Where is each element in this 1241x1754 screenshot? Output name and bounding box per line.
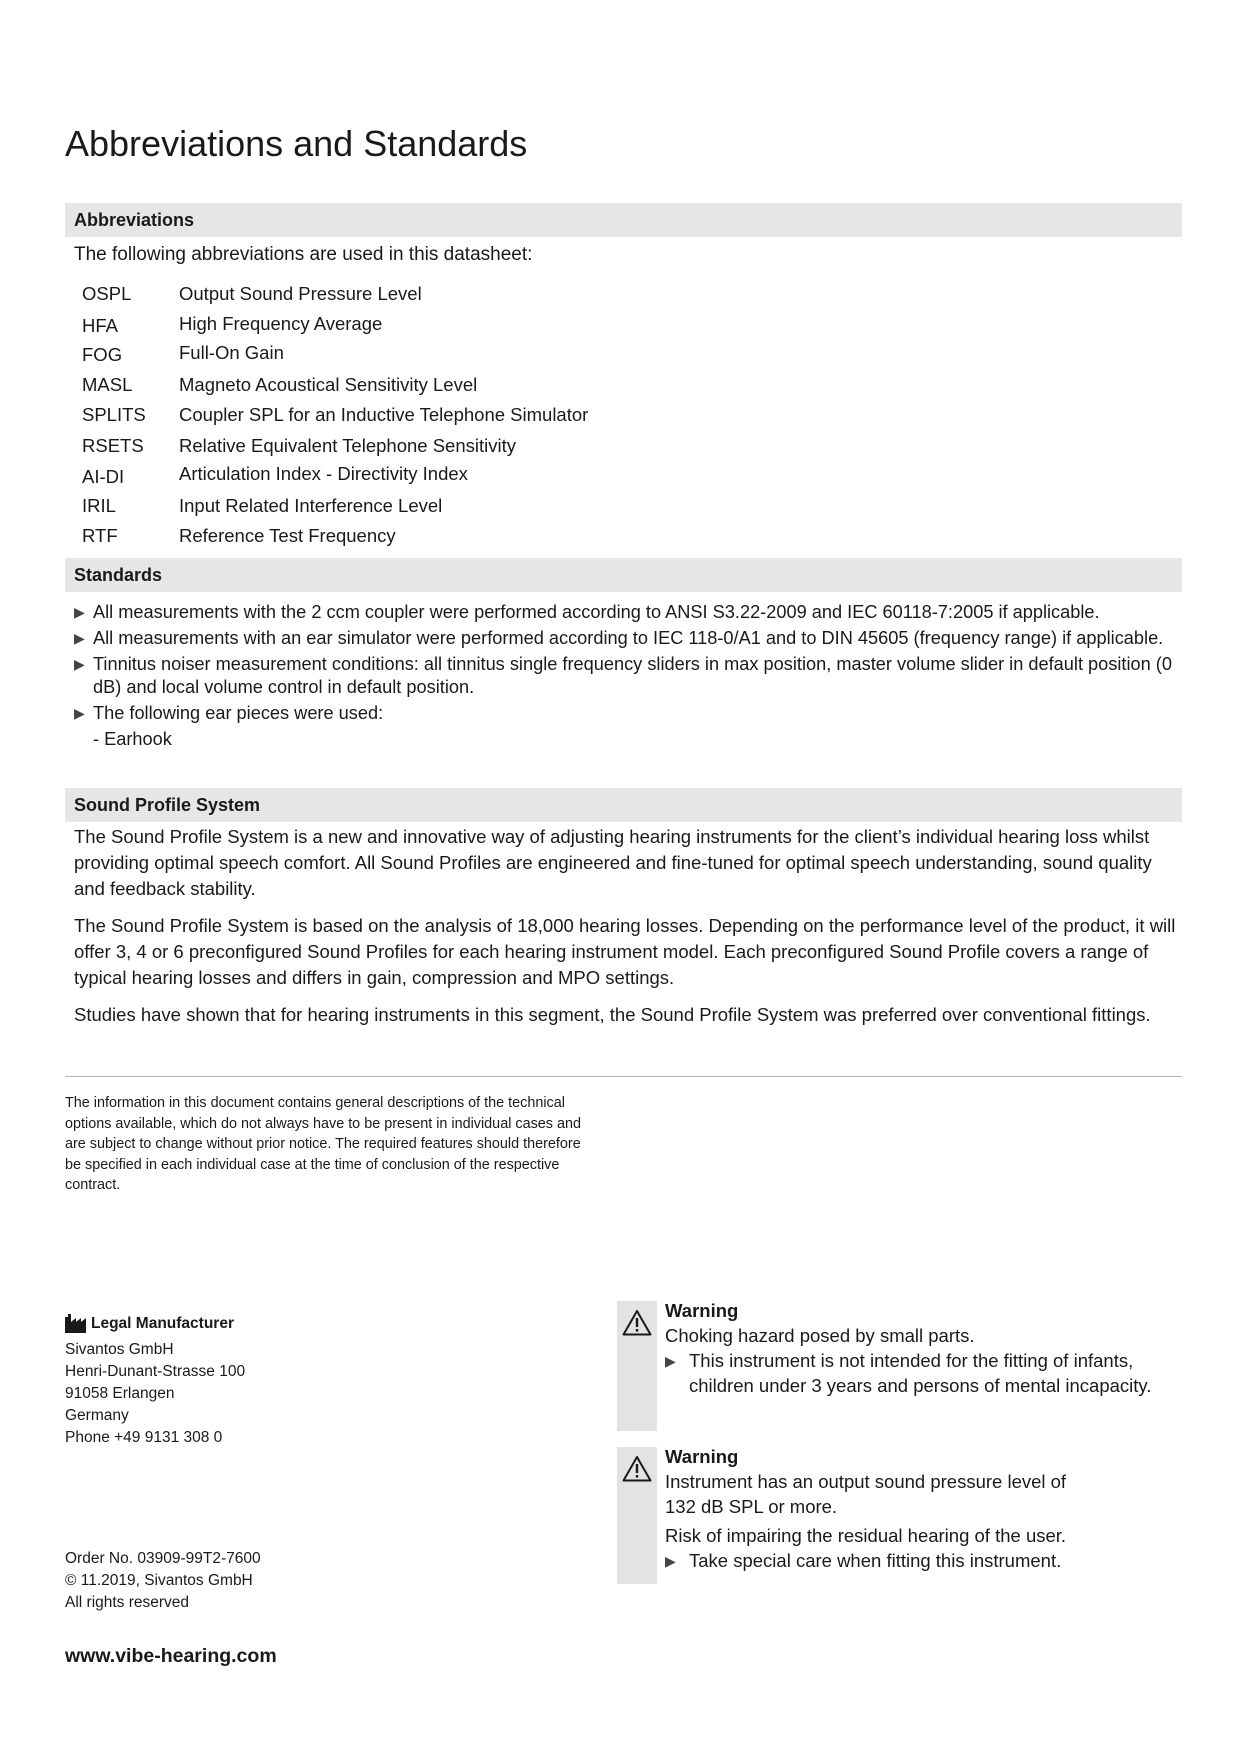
standards-item-text: All measurements with the 2 ccm coupler were performed according to ANSI S3.22-2009 and IEC 60118-7:2005 if applicable. [93,602,1100,622]
standards-item-text: The following ear pieces were used: [93,703,384,723]
manufacturer-phone: Phone +49 9131 308 0 [65,1429,223,1446]
copyright: © 11.2019, Sivantos GmbH [65,1572,253,1589]
sound-profile-paragraph: The Sound Profile System is a new and innovative way of adjusting hearing instruments for the client’s individual hearing loss whilst providing optimal speech comfort. All Sound Profiles are engineered and fine-tuned for optimal speech understanding, sound quality and feedback stability. [74,826,1152,899]
arrow-bullet-icon: ▶ [74,656,85,672]
abbreviation-code: RTF [82,525,118,546]
abbreviation-definition: Output Sound Pressure Level [179,283,422,304]
manufacturer-heading: Legal Manufacturer [91,1315,234,1332]
abbreviation-code: MASL [82,374,133,395]
warning-bullet-text: Take special care when fitting this instrument. [689,1550,1062,1571]
warning-text: Risk of impairing the residual hearing of the user. [665,1525,1067,1546]
website-link[interactable]: www.vibe-hearing.com [65,1645,277,1667]
page-title: Abbreviations and Standards [65,123,528,164]
standards-list [74,601,1184,751]
arrow-bullet-icon: ▶ [665,1553,676,1569]
abbreviation-code: IRIL [82,495,116,516]
warning-text: Choking hazard posed by small parts. [665,1325,975,1346]
abbreviation-code: AI-DI [82,466,125,487]
abbreviation-definition: Reference Test Frequency [179,525,396,546]
standards-heading: Standards [65,558,1182,592]
warning-strip [617,1301,657,1431]
warning-bullet-text: This instrument is not intended for the fitting of infants, children under 3 years and persons of mental incapacity. [689,1350,1152,1396]
arrow-bullet-icon: ▶ [74,705,85,721]
abbreviations-intro: The following abbreviations are used in this datasheet: [74,244,533,265]
abbreviations-heading: Abbreviations [65,203,1182,237]
factory-icon [65,1314,86,1333]
warning-text: Instrument has an output sound pressure level of 132 dB SPL or more. [665,1471,1067,1517]
standards-item-text: All measurements with an ear simulator were performed according to IEC 118-0/A1 and to DIN 45605 (frequency range) if applicable. [93,628,1164,648]
arrow-bullet-icon: ▶ [74,604,85,620]
order-number: Order No. 03909-99T2-7600 [65,1550,261,1567]
standards-item-text: Tinnitus noiser measurement conditions: all tinnitus single frequency sliders in max position, master volume slider in default position (0 dB) and local volume control in default position. [93,654,1172,697]
sound-profile-heading: Sound Profile System [65,788,1182,822]
standards-sub-item: - Earhook [93,729,172,749]
abbreviation-code: SPLITS [82,404,146,425]
abbreviation-definition: Coupler SPL for an Inductive Telephone Simulator [179,404,589,425]
disclaimer-text: The information in this document contains general descriptions of the technical options available, which do not always have to be present in individual cases and are subject to change without prior notice. The required features should therefore be specified in each individual case at the time of conclusion of the respective contract. [65,1095,581,1193]
warning-triangle-icon [622,1455,652,1482]
abbreviation-code: HFA [82,315,118,336]
abbreviation-code: FOG [82,344,123,365]
manufacturer-heading-row [65,1314,234,1333]
abbreviation-definition: Articulation Index - Directivity Index [179,463,468,484]
warning-bullet [665,1548,1095,1573]
abbreviation-code: OSPL [82,283,132,304]
manufacturer-line: Henri-Dunant-Strasse 100 [65,1363,246,1380]
warning-strip [617,1447,657,1584]
manufacturer-address [65,1339,245,1449]
warning-box [617,1447,1182,1584]
standards-item [74,601,1184,624]
warning-title: Warning [665,1446,739,1467]
abbreviation-definition: Full-On Gain [179,342,284,363]
abbreviation-definition: Input Related Interference Level [179,495,443,516]
rights-reserved: All rights reserved [65,1594,190,1611]
standards-item [74,627,1184,650]
abbreviation-definition: Magneto Acoustical Sensitivity Level [179,374,478,395]
standards-item [74,653,1184,699]
standards-item [74,702,1184,725]
manufacturer-line: Germany [65,1407,129,1424]
order-info [65,1548,261,1614]
warning-box [617,1301,1182,1431]
warning-triangle-icon [622,1309,652,1336]
sound-profile-paragraph: The Sound Profile System is based on the analysis of 18,000 hearing losses. Depending on the performance level of the product, it will offer 3, 4 or 6 preconfigured Sound Profiles for each hearing instrument model. Each preconfigured Sound Profile covers a range of typical hearing losses and differs in gain, compression and MPO settings. [74,915,1176,988]
sound-profile-paragraph: Studies have shown that for hearing instruments in this segment, the Sound Profile System was preferred over conventional fittings. [74,1004,1151,1025]
abbreviation-code: RSETS [82,435,144,456]
warning-title: Warning [665,1300,739,1321]
warning-content [665,1298,1165,1398]
manufacturer-line: 91058 Erlangen [65,1385,175,1402]
warning-content [665,1444,1095,1573]
warning-bullet [665,1348,1165,1398]
arrow-bullet-icon: ▶ [74,630,85,646]
abbreviation-definition: Relative Equivalent Telephone Sensitivity [179,435,516,456]
abbreviation-definition: High Frequency Average [179,313,383,334]
manufacturer-line: Sivantos GmbH [65,1341,174,1358]
section-divider [65,1076,1182,1077]
arrow-bullet-icon: ▶ [665,1353,676,1369]
